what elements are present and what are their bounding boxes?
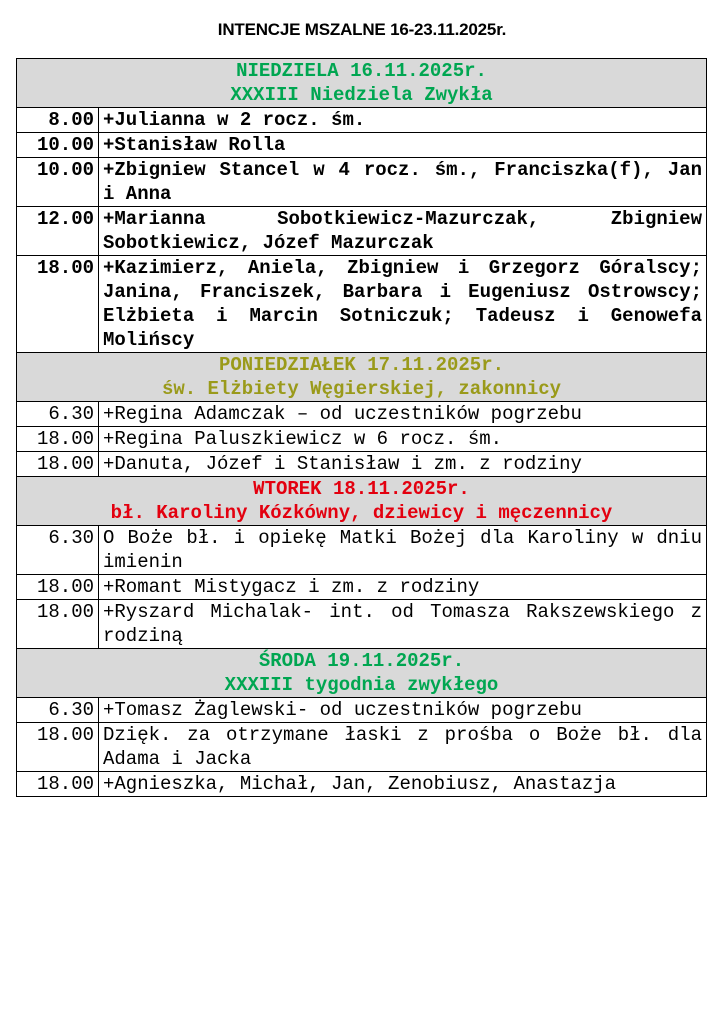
mass-time: 18.00 <box>17 427 99 452</box>
page-title: INTENCJE MSZALNE 16-23.11.2025r. <box>217 20 507 39</box>
day-name: WTOREK 18.11.2025r. <box>253 478 470 500</box>
mass-time: 18.00 <box>17 256 99 353</box>
mass-time: 18.00 <box>17 772 99 797</box>
mass-time: 18.00 <box>17 452 99 477</box>
day-header <box>17 477 707 526</box>
mass-row <box>17 723 707 772</box>
mass-time: 10.00 <box>17 133 99 158</box>
day-subtitle: bł. Karoliny Kózkówny, dziewicy i męczennicy <box>110 502 613 524</box>
mass-intention: +Julianna w 2 rocz. śm. <box>99 108 707 133</box>
mass-time: 10.00 <box>17 158 99 207</box>
mass-row <box>17 772 707 797</box>
mass-intention: +Danuta, Józef i Stanisław i zm. z rodziny <box>99 452 707 477</box>
day-subtitle: św. Elżbiety Węgierskiej, zakonnicy <box>161 378 562 400</box>
mass-intention: +Ryszard Michalak- int. od Tomasza Rakszewskiego z rodziną <box>99 600 707 649</box>
intentions-table <box>16 58 707 797</box>
day-name: ŚRODA 19.11.2025r. <box>258 650 465 672</box>
day-subtitle: XXXIII Niedziela Zwykła <box>230 84 493 106</box>
day-header <box>17 649 707 698</box>
day-header <box>17 353 707 402</box>
mass-intention: +Tomasz Żaglewski- od uczestników pogrzebu <box>99 698 707 723</box>
mass-intention: +Regina Paluszkiewicz w 6 rocz. śm. <box>99 427 707 452</box>
mass-time: 18.00 <box>17 575 99 600</box>
mass-row <box>17 207 707 256</box>
mass-intention: O Boże bł. i opiekę Matki Bożej dla Karoliny w dniu imienin <box>99 526 707 575</box>
mass-intention: +Regina Adamczak – od uczestników pogrzebu <box>99 402 707 427</box>
mass-intention: +Kazimierz, Aniela, Zbigniew i Grzegorz Góralscy; Janina, Franciszek, Barbara i Eugeniusz Ostrowscy; Elżbieta i Marcin Sotniczuk; Tadeusz i Genowefa Molińscy <box>99 256 707 353</box>
day-header-row <box>17 59 707 108</box>
mass-row <box>17 526 707 575</box>
mass-time: 18.00 <box>17 600 99 649</box>
mass-time: 6.30 <box>17 698 99 723</box>
mass-row <box>17 575 707 600</box>
mass-intention: +Agnieszka, Michał, Jan, Zenobiusz, Anastazja <box>99 772 707 797</box>
mass-intention: +Marianna Sobotkiewicz-Mazurczak, Zbigniew Sobotkiewicz, Józef Mazurczak <box>99 207 707 256</box>
mass-intention: +Zbigniew Stancel w 4 rocz. śm., Franciszka(f), Jan i Anna <box>99 158 707 207</box>
mass-row <box>17 427 707 452</box>
mass-row <box>17 698 707 723</box>
mass-time: 6.30 <box>17 526 99 575</box>
day-header-row <box>17 477 707 526</box>
day-header-row <box>17 353 707 402</box>
day-name: NIEDZIELA 16.11.2025r. <box>236 60 487 82</box>
mass-intention: Dzięk. za otrzymane łaski z prośba o Boże bł. dla Adama i Jacka <box>99 723 707 772</box>
mass-row <box>17 402 707 427</box>
mass-time: 8.00 <box>17 108 99 133</box>
mass-row <box>17 600 707 649</box>
mass-time: 6.30 <box>17 402 99 427</box>
mass-time: 12.00 <box>17 207 99 256</box>
mass-time: 18.00 <box>17 723 99 772</box>
mass-row <box>17 108 707 133</box>
mass-row <box>17 133 707 158</box>
day-header-row <box>17 649 707 698</box>
mass-intention: +Stanisław Rolla <box>99 133 707 158</box>
day-name: PONIEDZIAŁEK 17.11.2025r. <box>218 354 505 376</box>
day-subtitle: XXXIII tygodnia zwykłego <box>224 674 499 696</box>
mass-row <box>17 256 707 353</box>
day-header <box>17 59 707 108</box>
mass-row <box>17 158 707 207</box>
mass-row <box>17 452 707 477</box>
mass-intention: +Romant Mistygacz i zm. z rodziny <box>99 575 707 600</box>
